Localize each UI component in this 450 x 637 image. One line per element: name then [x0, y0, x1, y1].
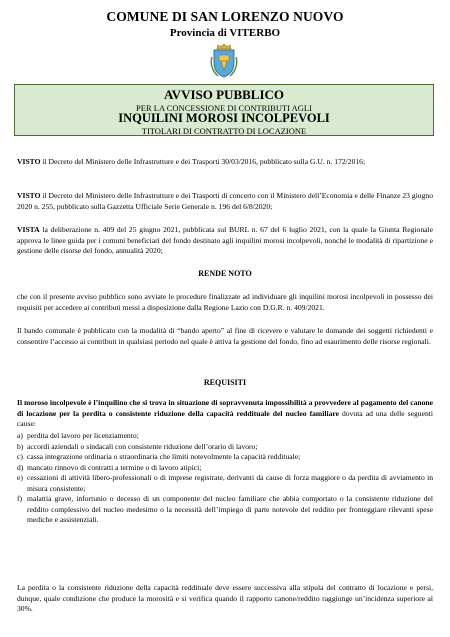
- list-item: e) cessazioni di attività libero-professionali o di imprese registrate, derivanti da cause di forza maggiore o da perdita di avviamento in misura consistente;: [17, 473, 433, 493]
- province-subtitle: Provincia di VITERBO: [169, 27, 281, 39]
- rende-noto-paragraph-2: Il bando comunale è pubblicato con la modalità di “bando aperto” al fine di ricevere e valutare le domande dei soggetti richiedenti e consentire l’accesso ai contributi in qualsiasi periodo nel quale è attiva la gestione del fondo, fino ad esaurimento delle risorse regionali.: [17, 326, 433, 346]
- municipality-title: COMUNE DI SAN LORENZO NUOVO: [106, 9, 344, 24]
- list-item: a) perdita del lavoro per licenziamento;: [17, 431, 139, 440]
- requisiti-heading: REQUISITI: [203, 378, 247, 387]
- premise-3: VISTA la deliberazione n. 409 del 25 giugno 2021, pubblicata sul BURL n. 67 del 6 luglio 2021, con la quale la Giunta Regionale approva le linee guida per i comuni beneficiari del fondo destinato agli inquilini morosi incolpevoli, nonché le modalità di ripartizione e gestione delle risorse del fondo, annualità 2020;: [17, 225, 433, 255]
- premise-2: VISTO il Decreto del Ministero delle Infrastrutture e dei Trasporti di concerto con il Ministero dell’Economia e delle Finanze 23 giugno 2020 n. 255, pubblicato sulla Gazzetta Ufficiale Serie Generale n. 196 del 6/8/2020;: [17, 191, 433, 211]
- rende-noto-heading: RENDE NOTO: [198, 269, 252, 278]
- causes-list: [17, 431, 433, 526]
- list-item: d) mancato rinnovo di contratti a termine o di lavoro atipici;: [17, 462, 202, 472]
- requisiti-closing: La perdita o la consistente riduzione della capacità reddituale deve essere successiva alla stipula del contratto di locazione e persi, dunque, quale condizione che produce la morosità e si verifica quando il rapporto canone/reddito raggiunge un’incidenza superiore al 30%.: [17, 583, 433, 613]
- municipal-crest-icon: [208, 43, 240, 79]
- list-item: f) malattia grave, infortunio o decesso di un componente del nucleo familiare che abbia comportato o la consistente riduzione del reddito complessivo del nucleo medesimo o la necessità dell’impiego di parte notevole del reddito per fronteggiare rilevanti spese mediche e assistenziali.: [17, 494, 433, 524]
- notice-title-box: [14, 84, 434, 136]
- notice-purpose: PER LA CONCESSIONE DI CONTRIBUTI AGLI: [136, 103, 312, 113]
- requisiti-intro: Il moroso incolpevole è l’inquilino che si trova in situazione di sopravvenuta impossibilità a provvedere al pagamento del canone di locazione per la perdita o consistente riduzione della capacità reddituale del nucleo familiare dovuta ad una delle seguenti cause:: [17, 398, 433, 428]
- notice-contract-holders: TITOLARI DI CONTRATTO DI LOCAZIONE: [141, 126, 307, 136]
- list-item: c) cassa integrazione ordinaria o straordinaria che limiti notevolmente la capacità reddituale;: [17, 452, 301, 461]
- notice-heading: AVVISO PUBBLICO: [163, 87, 285, 102]
- list-item: b) accordi aziendali o sindacali con consistente riduzione dell’orario di lavoro;: [17, 441, 258, 451]
- rende-noto-paragraph-1: che con il presente avviso pubblico sono avviate le procedure finalizzate ad individuare gli inquilini morosi incolpevoli in possesso dei requisiti per accedere ai contributi messi a disposizione dalla Regione Lazio con D.G.R. n. 409/2021.: [17, 292, 433, 312]
- notice-beneficiaries: INQUILINI MOROSI INCOLPEVOLI: [118, 111, 330, 125]
- premise-1: VISTO il Decreto del Ministero delle Infrastrutture e dei Trasporti 30/03/2016, pubblicato sulla G.U. n. 172/2016;: [17, 157, 366, 166]
